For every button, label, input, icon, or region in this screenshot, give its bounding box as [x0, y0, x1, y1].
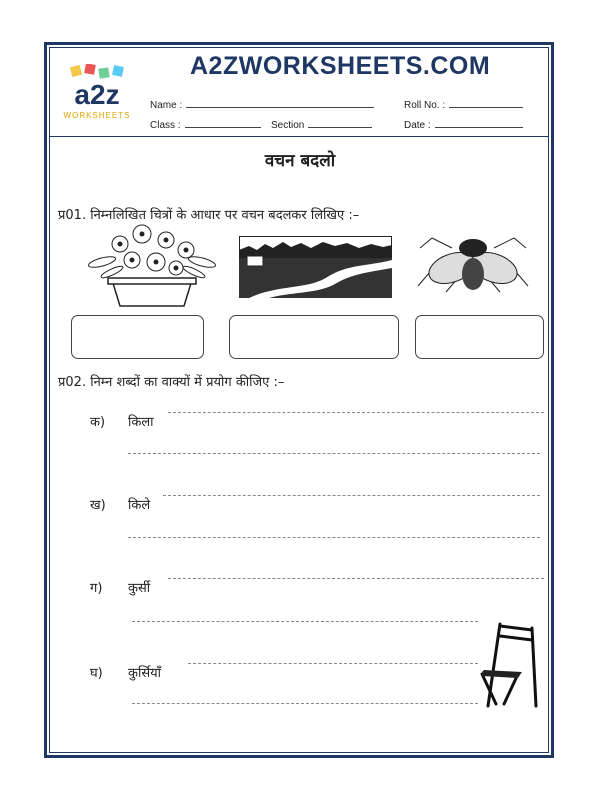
- worksheet-title: वचन बदलो: [264, 151, 336, 171]
- answer-line[interactable]: [163, 495, 540, 496]
- answer-line[interactable]: [128, 453, 540, 454]
- answer-box-3[interactable]: [415, 315, 544, 359]
- class-label: Class :: [150, 120, 181, 131]
- name-field[interactable]: [150, 98, 374, 111]
- roll-field[interactable]: [404, 98, 523, 111]
- section-field[interactable]: [271, 118, 372, 131]
- chair-image: [478, 620, 542, 708]
- class-line[interactable]: [185, 118, 261, 128]
- logo-subtext: WORKSHEETS: [63, 111, 131, 120]
- answer-line[interactable]: [128, 537, 540, 538]
- item-word: किला: [128, 415, 154, 430]
- answer-line[interactable]: [168, 578, 544, 579]
- item-marker: घ): [90, 666, 103, 681]
- class-field[interactable]: [150, 118, 261, 131]
- item-word: कुर्सियाँ: [128, 666, 162, 681]
- item-marker: ख): [90, 498, 106, 513]
- answer-box-1[interactable]: [71, 315, 204, 359]
- date-line[interactable]: [435, 118, 523, 128]
- name-label: Name :: [150, 100, 183, 111]
- answer-line[interactable]: [168, 412, 544, 413]
- answer-line[interactable]: [188, 663, 478, 664]
- question-2-text: प्र02. निम्न शब्दों का वाक्यों में प्रयोग कीजिए :–: [58, 375, 285, 390]
- item-marker: ग): [90, 581, 103, 596]
- item-word: कुर्सी: [128, 581, 151, 596]
- answer-box-2[interactable]: [229, 315, 399, 359]
- section-label: Section: [271, 120, 305, 131]
- item-marker: क): [90, 415, 106, 430]
- flower-pot-image: [82, 222, 222, 308]
- logo-text: a2z: [74, 79, 120, 110]
- header-divider: [49, 136, 549, 137]
- item-word: किले: [128, 498, 151, 513]
- question-1-text: प्र01. निम्नलिखित चित्रों के आधार पर वचन बदलकर लिखिए :–: [58, 208, 360, 223]
- date-field[interactable]: [404, 118, 523, 131]
- answer-line[interactable]: [132, 703, 478, 704]
- roll-line[interactable]: [449, 98, 523, 108]
- fly-image: [412, 228, 534, 302]
- river-landscape-image: [239, 236, 392, 298]
- answer-line[interactable]: [132, 621, 478, 622]
- date-label: Date :: [404, 120, 431, 131]
- a2z-logo: [57, 64, 137, 124]
- roll-label: Roll No. :: [404, 100, 446, 111]
- site-title[interactable]: A2ZWORKSHEETS.COM: [190, 52, 491, 80]
- name-line[interactable]: [186, 98, 374, 108]
- section-line[interactable]: [308, 118, 372, 128]
